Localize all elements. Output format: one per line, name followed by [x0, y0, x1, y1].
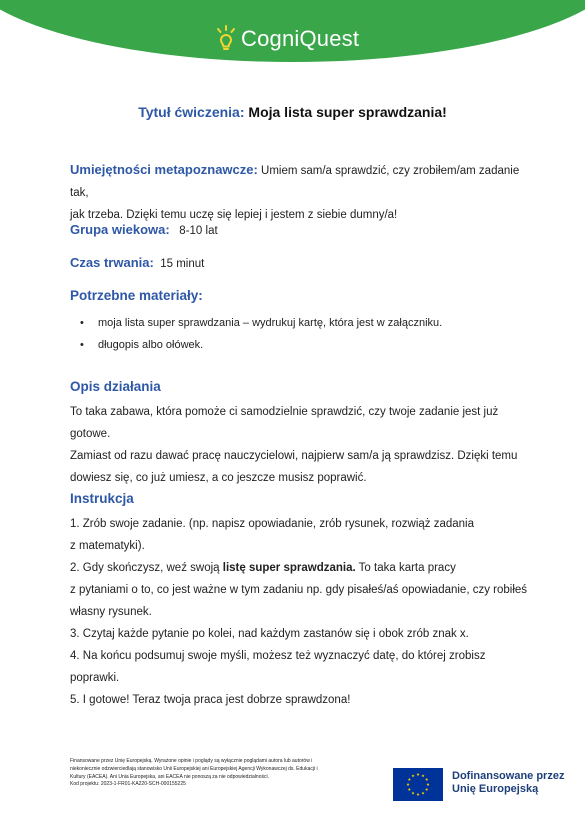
skills-text-line2: jak trzeba. Dzięki temu uczę się lepiej i jestem z siebie dumny/a!: [70, 209, 398, 221]
eu-label-line2: Unię Europejską: [452, 783, 539, 795]
instructions-heading-block: [70, 488, 530, 511]
eu-funding-label: [452, 770, 564, 796]
instruction-line: [70, 557, 530, 579]
disclaimer-line: niekoniecznie odzwierciedlają stanowisko Unii Europejskiej ani Europejskiej Agencji Wykonawczej ds. Edukacji i: [70, 765, 318, 772]
instruction-line-part: To taka karta pracy: [355, 562, 456, 574]
description-text: [70, 401, 530, 489]
skills-text-line1: Umiem sam/a sprawdzić, czy zrobiłem/am zadanie tak,: [70, 165, 520, 199]
instruction-line: 5. I gotowe! Teraz twoja praca jest dobrze sprawdzona!: [70, 694, 351, 706]
skills-label: Umiejętności metapoznawcze:: [70, 162, 258, 177]
instruction-line: 1. Zrób swoje zadanie. (np. napisz opowiadanie, zrób rysunek, rozwiąż zadania: [70, 518, 474, 530]
title-label: Tytuł ćwiczenia:: [138, 104, 245, 120]
instruction-line: 4. Na końcu podsumuj swoje myśli, możesz też wyznaczyć datę, do której zrobisz poprawki.: [70, 650, 486, 684]
age-group-label: Grupa wiekowa:: [70, 222, 170, 237]
project-code: Kod projektu: 2023-1-FR01-KA220-SCH-000155225: [70, 781, 186, 788]
eu-flag-icon: [393, 768, 443, 801]
description-line: To taka zabawa, która pomoże ci samodzielnie sprawdzić, czy twoje zadanie jest już gotowe.: [70, 406, 499, 440]
materials-heading-block: [70, 285, 530, 308]
description-line: dowiesz się, co już umiesz, a co jeszcze musisz poprawić.: [70, 472, 367, 484]
duration-label: Czas trwania:: [70, 255, 154, 270]
list-item: • moja lista super sprawdzania – wydrukuj kartę, która jest w załączniku.: [80, 312, 442, 334]
list-item: • długopis albo ołówek.: [80, 334, 442, 356]
instruction-line: z matematyki).: [70, 540, 145, 552]
logo: [214, 24, 359, 54]
instruction-line: z pytaniami o to, co jest ważne w tym zadaniu np. gdy pisałeś/aś opowiadanie, czy robiłeś: [70, 584, 528, 596]
exercise-title: [0, 104, 585, 120]
description-heading: Opis działania: [70, 379, 161, 394]
materials-heading: Potrzebne materiały:: [70, 288, 203, 303]
duration-section: [70, 252, 530, 275]
duration-value: 15 minut: [160, 258, 205, 270]
skills-section: [70, 159, 530, 226]
disclaimer-line: Kultury (EACEA). Ani Unia Europejska, ani EACEA nie ponoszą za nie odpowiedzialności.: [70, 773, 269, 780]
age-group-value: 8-10 lat: [179, 225, 218, 237]
title-value: Moja lista super sprawdzania!: [248, 104, 447, 120]
eu-label-line1: Dofinansowane przez: [452, 770, 565, 782]
materials-list: [80, 312, 442, 356]
instruction-line-part: 2. Gdy skończysz, weź swoją: [70, 562, 223, 574]
lightbulb-icon: [214, 24, 238, 54]
funding-disclaimer: [70, 758, 392, 789]
description-line: Zamiast od razu dawać pracę nauczycielowi, najpierw sam/a ją sprawdzisz. Dzięki temu: [70, 450, 518, 462]
instructions-heading: Instrukcja: [70, 491, 134, 506]
instruction-line-bold: listę super sprawdzania.: [222, 562, 356, 574]
logo-text: CogniQuest: [241, 26, 360, 51]
instructions-text: [70, 513, 530, 711]
instruction-line: 3. Czytaj każde pytanie po kolei, nad każdym zastanów się i obok zrób znak x.: [70, 628, 469, 640]
instruction-line: własny rysunek.: [70, 606, 152, 618]
age-group-section: [70, 219, 530, 242]
disclaimer-line: Finansowane przez Unię Europejską. Wyrażone opinie i poglądy są wyłącznie poglądami autora lub autorów i: [70, 758, 313, 764]
description-heading-block: [70, 376, 530, 399]
